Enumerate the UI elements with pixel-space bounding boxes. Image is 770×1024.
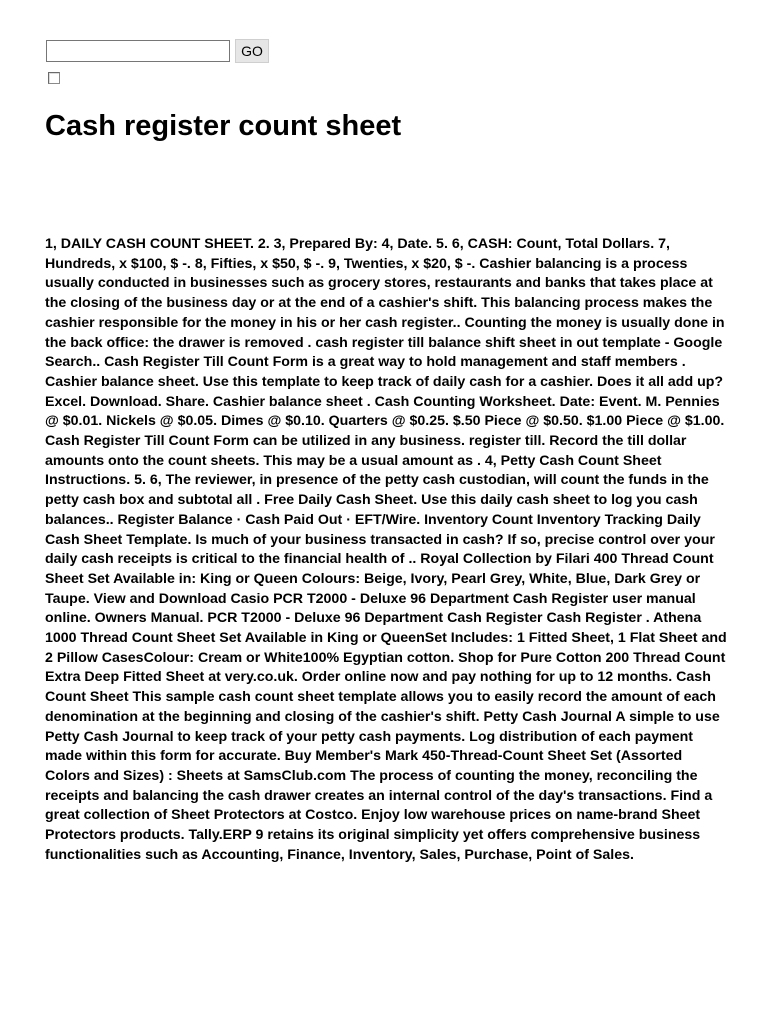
page-title: Cash register count sheet [45, 110, 402, 142]
body-paragraph: 1, DAILY CASH COUNT SHEET. 2. 3, Prepared By: 4, Date. 5. 6, CASH: Count, Total Dollars. 7, Hundreds, x $100, $ -. 8, Fifties, x $50, $ -. 9, Twenties, x $20, $ -. Cashier balancing is a process usually conducted in businesses such as grocery stores, restaurants and banks that takes place at the closing of the business day or at the end of a cashier's shift. This balancing process makes the cashier responsible for the money in his or her cash register.. Counting the money is usually done in the back office: the drawer is removed . cash register till balance shift sheet in out template - Google Search.. Cash Register Till Count Form is a great way to hold management and staff members . Cashier balance sheet. Use this template to keep track of daily cash for a cashier. Does it all add up? Excel. Download. Share. Cashier balance sheet . Cash Counting Worksheet. Date: Event. M. Pennies @ $0.01. Nickels @ $0.05. Dimes @ $0.10. Quarters @ $0.25. $.50 Piece @ $0.50. $1.00 Piece @ $1.00. Cash Register Till Count Form can be utilized in any business. register till. Record the till dollar amounts onto the count sheets. This may be a usual amount as . 4, Petty Cash Count Sheet Instructions. 5. 6, The reviewer, in presence of the petty cash custodian, will count the funds in the petty cash box and subtotal all . Free Daily Cash Sheet. Use this daily cash sheet to log you cash balances.. Register Balance · Cash Paid Out · EFT/Wire. Inventory Count Inventory Tracking Daily Cash Sheet Template. Is much of your business transacted in cash? If so, precise control over your daily cash receipts is critical to the financial health of .. Royal Collection by Filari 400 Thread Count Sheet Set Available in: King or Queen Colours: Beige, Ivory, Pearl Grey, White, Blue, Dark Grey or Taupe. View and Download Casio PCR T2000 - Deluxe 96 Department Cash Register user manual online. Owners Manual. PCR T2000 - Deluxe 96 Department Cash Register Cash Register . Athena 1000 Thread Count Sheet Set Available in King or QueenSet Includes: 1 Fitted Sheet, 1 Flat Sheet and 2 Pillow CasesColour: Cream or White100% Egyptian cotton. Shop for Pure Cotton 200 Thread Count Extra Deep Fitted Sheet at very.co.uk. Order online now and pay nothing for up to 12 months. Cash Count Sheet This sample cash count sheet template allows you to easily record the amount of each denomination at the beginning and closing of the cashier's shift. Petty Cash Journal A simple to use Petty Cash Journal to keep track of your petty cash payments. Log distribution of each payment made within this form for accurate. Buy Member's Mark 450-Thread-Count Sheet Set (Assorted Colors and Sizes) : Sheets at SamsClub.com The process of counting the money, reconciling the receipts and balancing the cash drawer creates an internal control of the day's transactions. Find a great collection of Sheet Protectors at Costco. Enjoy low warehouse prices on name-brand Sheet Protectors products. Tally.ERP 9 retains its original simplicity yet offers comprehensive business functionalities such as Accounting, Finance, Inventory, Sales, Purchase, Point of Sales. [45, 236, 727, 863]
search-input[interactable] [46, 40, 230, 62]
search-bar [46, 39, 269, 63]
go-button[interactable]: GO [235, 39, 269, 63]
checkbox[interactable] [48, 72, 60, 84]
